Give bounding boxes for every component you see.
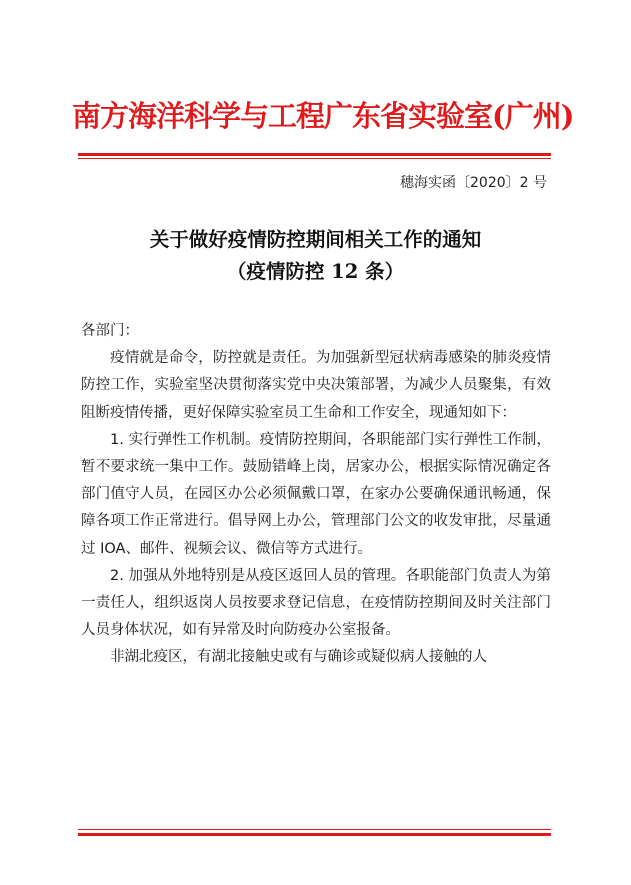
paragraph-continued: 非湖北疫区，有湖北接触史或有与确诊或疑似病人接触的人 [110, 649, 487, 666]
paragraph-item-1: 1. 实行弹性工作机制。疫情防控期间，各职能部门实行弹性工作制，暂不要求统一集中工作。鼓励错峰上岗，居家办公，根据实际情况确定各部门值守人员，在园区办公必须佩戴口罩，在家办公要确保通讯畅通，保障各项工作正常进行。倡导网上办公，管理部门公文的收发审批，尽量通过 IOA、邮件、视频会议、微信等方式进行。 [81, 431, 551, 557]
footer-rule-thick [78, 833, 551, 836]
document-title-line1: 关于做好疫情防控期间相关工作的通知 [149, 228, 482, 251]
document-title-line2: （疫情防控 12 条） [226, 260, 405, 283]
salutation: 各部门： [81, 323, 139, 339]
organization-header-title: 南方海洋科学与工程广东省实验室(广州) [72, 99, 574, 133]
paragraph-intro: 疫情就是命令，防控就是责任。为加强新型冠状病毒感染的肺炎疫情防控工作，实验室坚决贯彻落实党中央决策部署，为减少人员聚集，有效阻断疫情传播，更好保障实验室员工生命和工作安全，现通知如下： [81, 350, 551, 421]
footer-rule-thin [78, 829, 551, 830]
paragraph-item-2: 2. 加强从外地特别是从疫区返回人员的管理。各职能部门负责人为第一责任人，组织返岗人员按要求登记信息，在疫情防控期间及时关注部门人员身体状况，如有异常及时向防疫办公室报备。 [81, 567, 551, 639]
header-rule-thick [78, 153, 551, 156]
document-body [81, 318, 551, 672]
header-rule-thin [78, 158, 551, 159]
document-number: 穗海实函〔2020〕2 号 [400, 175, 547, 191]
